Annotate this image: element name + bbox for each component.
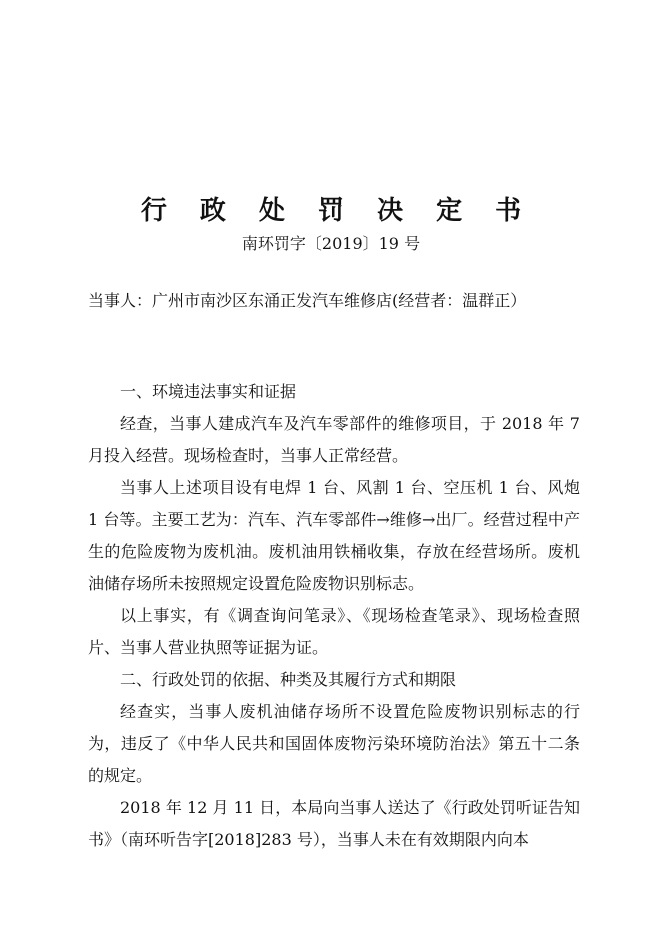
paragraph: 2018 年 12 月 11 日，本局向当事人送达了《行政处罚听证告知书》（南环听告字[2018]283 号），当事人未在有效期限内向本 — [88, 798, 580, 849]
paragraph: 以上事实，有《调查询问笔录》、《现场检查笔录》、现场检查照片、当事人营业执照等证据为证。 — [88, 606, 580, 657]
section-heading-facts: 一、环境违法事实和证据 — [120, 382, 297, 401]
document-title: 行 政 处 罚 决 定 书 — [140, 196, 534, 226]
document-body — [88, 376, 580, 856]
paragraph: 经查实，当事人废机油储存场所不设置危险废物识别标志的行为，违反了《中华人民共和国固体废物污染环境防治法》第五十二条的规定。 — [88, 702, 580, 785]
paragraph: 当事人上述项目设有电焊 1 台、风割 1 台、空压机 1 台、风炮 1 台等。主要工艺为：汽车、汽车零部件→维修→出厂。经营过程中产生的危险废物为废机油。废机油用铁桶收集，存放在经营场所。废机油储存场所未按照规定设置危险废物识别标志。 — [88, 478, 580, 593]
paragraph: 经查，当事人建成汽车及汽车零部件的维修项目，于 2018 年 7 月投入经营。现场检查时，当事人正常经营。 — [88, 414, 580, 465]
section-heading-basis: 二、行政处罚的依据、种类及其履行方式和期限 — [120, 670, 457, 689]
party-line: 当事人：广州市南沙区东涌正发汽车维修店(经营者：温群正） — [88, 291, 527, 310]
document-number: 南环罚字〔2019〕19 号 — [241, 234, 421, 253]
